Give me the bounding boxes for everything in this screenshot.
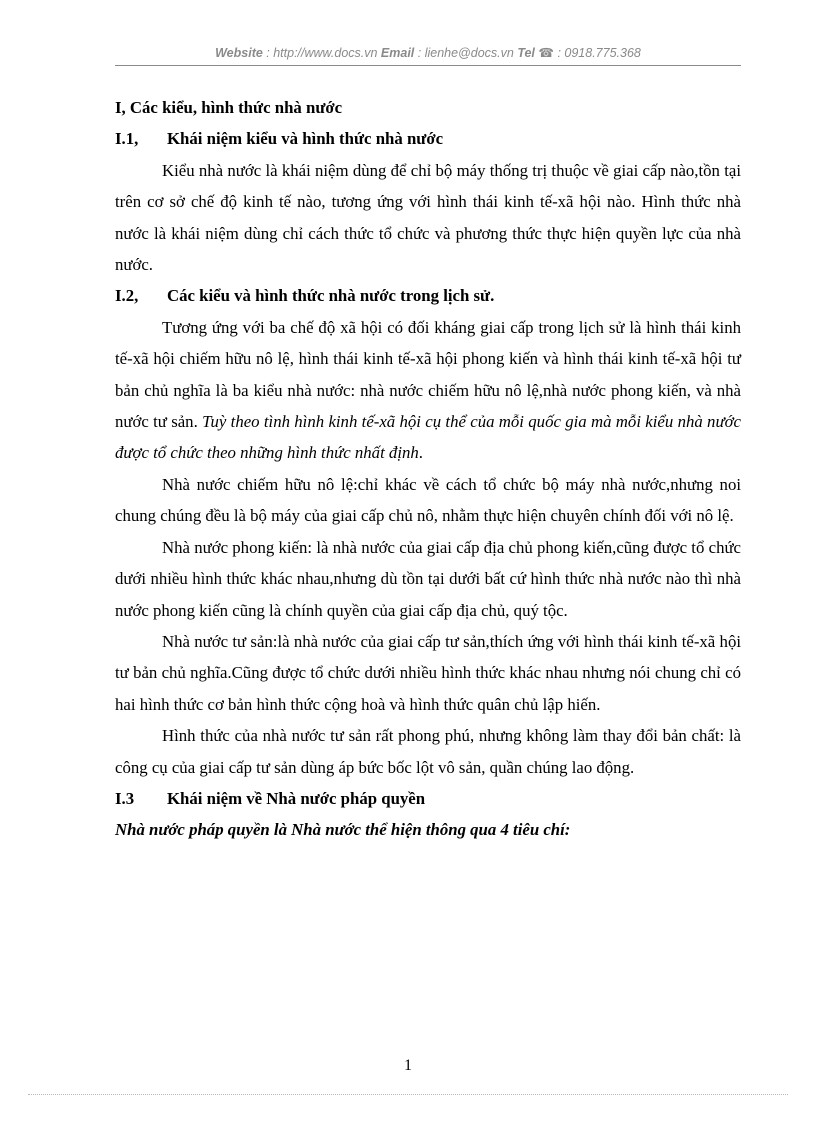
paragraph-1: Kiểu nhà nước là khái niệm dùng để chỉ bộ máy thống trị thuộc về giai cấp nào,tồn tại trên cơ sở chế độ kinh tế nào, tương ứng với hình thái kinh tế-xã hội nào. Hình thức nhà nước là khái niệm dùng chỉ cách thức tổ chức và phương thức thực hiện quyền lực của nhà nước. xyxy=(115,160,741,275)
paragraph-2-italic: Tuỳ theo tình hình kinh tế-xã hội cụ thể của mỗi quốc gia mà mỗi kiểu nhà nước được tổ chức theo những hình thức nhất định xyxy=(115,412,742,463)
section-number-1: I.1, xyxy=(115,129,139,149)
section-heading-1 xyxy=(115,123,741,154)
page-header xyxy=(115,45,741,66)
section-heading-2 xyxy=(115,280,741,311)
section-number-3: I.3 xyxy=(115,788,135,808)
website-label: Website xyxy=(215,46,263,60)
paragraph-3: Nhà nước chiếm hữu nô lệ:chỉ khác về cách tổ chức bộ máy nhà nước,nhưng noi chung chúng đều là bộ máy của giai cấp chủ nô, nhằm thực hiện chuyên chính đối với nô lệ. xyxy=(115,474,741,526)
section-number-2: I.2, xyxy=(115,286,139,306)
paragraph-6: Hình thức của nhà nước tư sản rất phong phú, nhưng không làm thay đổi bản chất: là công cụ của giai cấp tư sản dùng áp bức bốc lột vô sản, quần chúng lao động. xyxy=(115,726,741,777)
email-label: Email xyxy=(380,46,415,60)
email-value: : lienhe@docs.vn xyxy=(414,46,518,60)
phone-icon: ☎ xyxy=(538,46,554,60)
website-value: : http://www.docs.vn xyxy=(262,46,381,60)
document-body xyxy=(115,92,741,846)
paragraph-4: Nhà nước phong kiến: là nhà nước của giai cấp địa chủ phong kiến,cũng được tổ chức dưới nhiều hình thức khác nhau,nhưng dù tồn tại dưới bất cứ hình thức nhà nước nào thì nhà nước phong kiến cũng là chính quyền của giai cấp địa chủ, quý tộc. xyxy=(115,537,741,620)
tel-value: : 0918.775.368 xyxy=(553,46,641,60)
page-bottom-border xyxy=(28,1094,788,1095)
section-title-1: Khái niệm kiểu và hình thức nhà nước xyxy=(167,129,444,149)
section-heading-3 xyxy=(115,783,741,814)
section-title-3: Khái niệm về Nhà nước pháp quyền xyxy=(167,788,426,808)
paragraph-2-text: Tương ứng với ba chế độ xã hội có đối kháng giai cấp trong lịch sử là hình thái kinh tế-xã hội chiếm hữu nô lệ, hình thái kinh tế-xã hội phong kiến và hình thái kinh tế-xã hội tư bản chủ nghĩa là ba kiểu nhà nước: nhà nước chiếm hữu nô lệ,nhà nước phong kiến, và nhà nước tư sản. xyxy=(115,317,741,432)
tel-label: Tel xyxy=(517,46,535,60)
paragraph-2 xyxy=(115,312,741,469)
heading-main: I, Các kiểu, hình thức nhà nước xyxy=(115,98,343,117)
paragraph-2-end: . xyxy=(418,443,423,463)
paragraph-5: Nhà nước tư sản:là nhà nước của giai cấp tư sản,thích ứng với hình thái kinh tế-xã hội tư bản chủ nghĩa.Cũng được tổ chức dưới nhiều hình thức khác nhau nhưng nói chung chỉ có hai hình thức cơ bản hình thức cộng hoà và hình thức quân chủ lập hiến. xyxy=(115,631,741,714)
paragraph-7: Nhà nước pháp quyền là Nhà nước thể hiện thông qua 4 tiêu chí: xyxy=(115,820,571,840)
section-title-2: Các kiểu và hình thức nhà nước trong lịch sử. xyxy=(167,286,495,306)
page-number: 1 xyxy=(404,1057,412,1074)
